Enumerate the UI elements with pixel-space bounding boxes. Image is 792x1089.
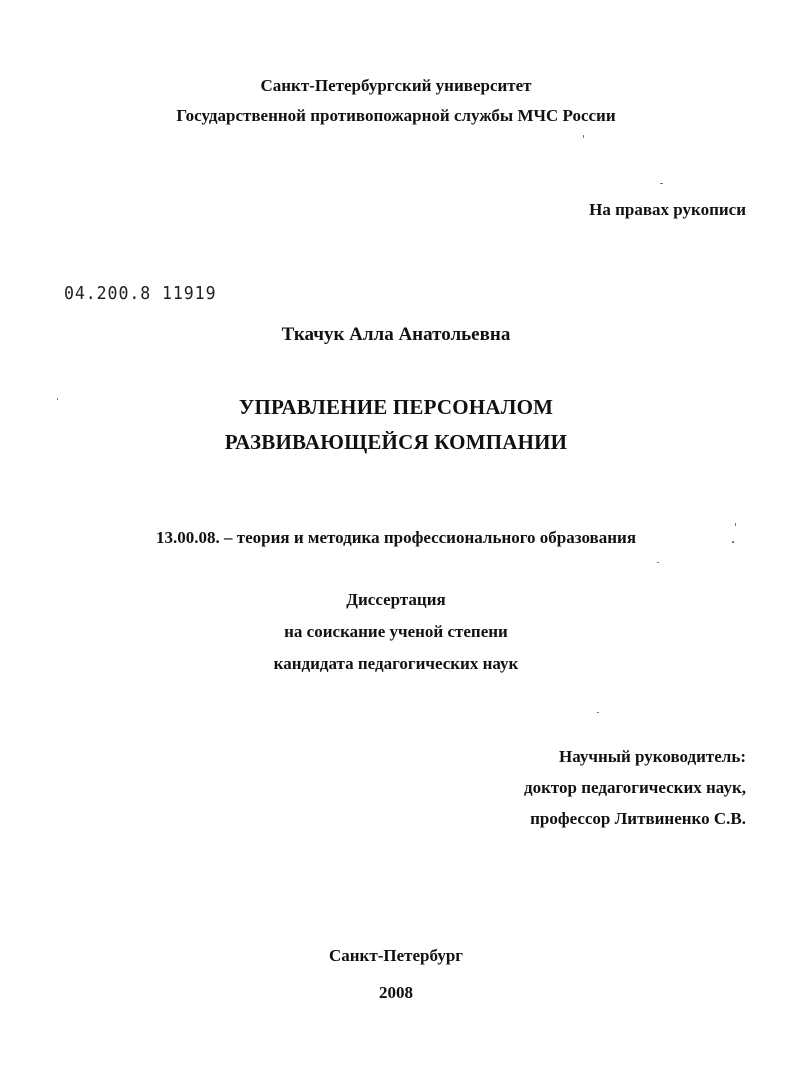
registration-stamp: 04.200.8 11919 — [64, 283, 217, 304]
city: Санкт-Петербург — [328, 946, 464, 965]
service-name: Государственной противопожарной службы МЧС России — [176, 106, 616, 125]
scan-speck — [735, 523, 736, 526]
author-name: Ткачук Алла Анатольевна — [281, 324, 511, 345]
dissertation-purpose: на соискание ученой степени — [284, 622, 508, 641]
university-name: Санкт-Петербургский университет — [260, 76, 532, 95]
scan-speck — [660, 183, 663, 184]
year: 2008 — [379, 983, 413, 1002]
dissertation-type: Диссертация — [346, 590, 446, 609]
scan-speck — [583, 135, 584, 138]
supervisor-label: Научный руководитель: — [559, 747, 746, 766]
scan-speck — [732, 541, 734, 543]
dissertation-title-line-1: УПРАВЛЕНИЕ ПЕРСОНАЛОМ — [238, 395, 554, 419]
scan-speck — [597, 712, 599, 713]
academic-degree: кандидата педагогических наук — [273, 654, 519, 673]
manuscript-note: На правах рукописи — [589, 200, 746, 219]
dissertation-title-line-2: РАЗВИВАЮЩЕЙСЯ КОМПАНИИ — [224, 430, 568, 454]
supervisor-degree: доктор педагогических наук, — [524, 778, 746, 797]
scan-speck — [57, 398, 58, 400]
scan-speck — [657, 562, 659, 563]
supervisor-name: профессор Литвиненко С.В. — [530, 809, 746, 828]
specialty-code: 13.00.08. – теория и методика профессионального образования — [155, 528, 637, 547]
